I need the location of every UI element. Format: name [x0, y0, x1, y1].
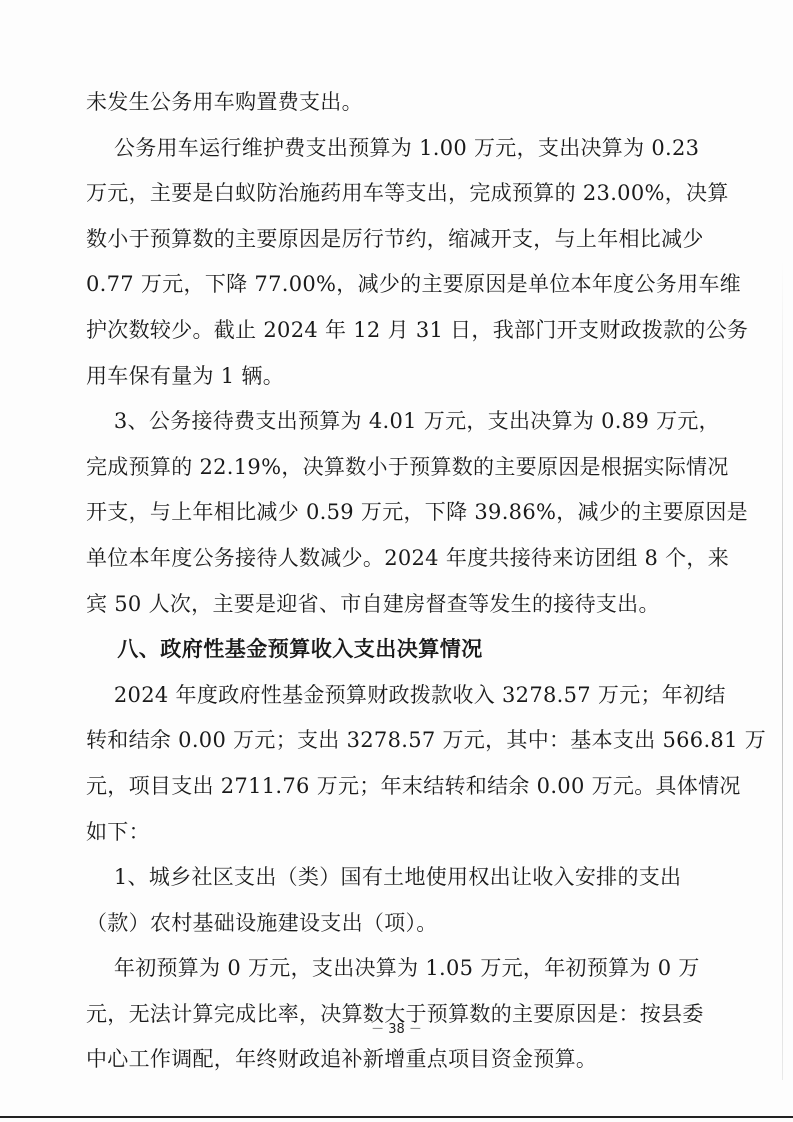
text-line: 转和结余 0.00 万元；支出 3278.57 万元，其中：基本支出 566.81 万: [86, 728, 767, 753]
text-line: 年初预算为 0 万元，支出决算为 1.05 万元，年初预算为 0 万: [86, 956, 700, 981]
text-line: 宾 50 人次，主要是迎省、市自建房督查等发生的接待支出。: [86, 591, 660, 616]
text-line: 未发生公务用车购置费支出。: [86, 90, 363, 114]
text-line: 元，项目支出 2711.76 万元；年末结转和结余 0.00 万元。具体情况: [86, 773, 741, 798]
text-line: 如下：: [86, 819, 150, 844]
text-line: 万元，主要是白蚁防治施药用车等支出，完成预算的 23.00%，决算: [86, 181, 729, 206]
text-line: 用车保有量为 1 辆。: [86, 363, 285, 388]
text-line: （款）农村基础设施建设支出（项）。: [86, 910, 438, 935]
text-line: 1、城乡社区支出（类）国有土地使用权出让收入安排的支出: [86, 865, 682, 890]
page-body: [86, 80, 767, 1083]
text-line: 3、公务接待费支出预算为 4.01 万元，支出决算为 0.89 万元，: [86, 409, 720, 434]
text-line: 数小于预算数的主要原因是厉行节约，缩减开支，与上年相比减少: [86, 226, 704, 251]
text-line: 完成预算的 22.19%，决算数小于预算数的主要原因是根据实际情况: [86, 454, 729, 479]
page-number: － 38 －: [371, 1022, 422, 1037]
text-line: 开支，与上年相比减少 0.59 万元，下降 39.86%，减少的主要原因是: [86, 500, 748, 525]
text-line: 0.77 万元，下降 77.00%，减少的主要原因是单位本年度公务用车维: [86, 272, 741, 297]
text-line: 中心工作调配，年终财政追补新增重点项目资金预算。: [86, 1047, 598, 1072]
text-line: 元，无法计算完成比率，决算数大于预算数的主要原因是：按县委: [86, 1001, 704, 1026]
scan-bottom-border: [0, 1116, 793, 1118]
text-line: 护次数较少。截止 2024 年 12 月 31 日，我部门开支财政拨款的公务: [86, 317, 749, 342]
scan-edge-line: [782, 260, 783, 1080]
section-heading: 八、政府性基金预算收入支出决算情况: [86, 637, 483, 662]
text-line: 2024 年度政府性基金预算财政拨款收入 3278.57 万元；年初结: [86, 682, 726, 707]
text-line: 公务用车运行维护费支出预算为 1.00 万元，支出决算为 0.23: [86, 135, 700, 160]
text-line: 单位本年度公务接待人数减少。2024 年度共接待来访团组 8 个，来: [86, 545, 730, 570]
